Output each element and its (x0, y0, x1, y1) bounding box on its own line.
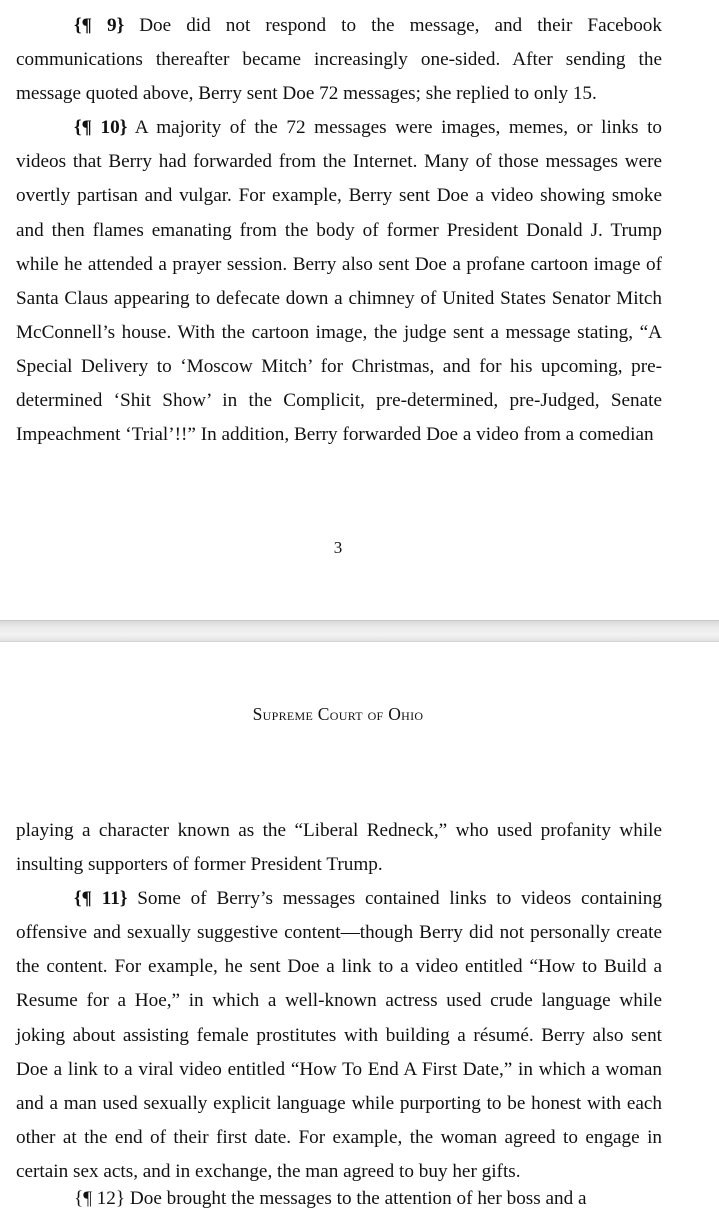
paragraph-text: A majority of the 72 messages were images, memes, or links to videos that Berry had forwarded from the Internet. Many of those messages were overtly partisan and vulgar. For example, Berry sent Doe a video showing smoke and then flames emanating from the body of former President Donald J. Trump while he attended a prayer session. Berry also sent Doe a profane cartoon image of Santa Claus appearing to defecate down a chimney of United States Senator Mitch McConnell’s house. With the cartoon image, the judge sent a message stating, “A Special Delivery to ‘Moscow Mitch’ for Christmas, and for his upcoming, pre-determined ‘Shit Show’ in the Complicit, pre-determined, pre-Judged, Senate Impeachment ‘Trial’!!” In addition, Berry forwarded Doe a video from a comedian (16, 117, 662, 446)
paragraph-number: {¶ 11} (74, 888, 128, 910)
paragraph-11 (16, 882, 662, 1189)
body-text-top (16, 9, 662, 452)
paragraph-text: Some of Berry’s messages contained links to videos containing offensive and sexually suggestive content—though Berry did not personally create the content. For example, he sent Doe a link to a video entitled “How to Build a Resume for a Hoe,” in which a well-known actress used crude language while joking about assisting female prostitutes with building a résumé. Berry also sent Doe a link to a viral video entitled “How To End A First Date,” in which a woman and a man used sexually explicit language while purporting to be honest with each other at the end of their first date. For example, the woman agreed to engage in certain sex acts, and in exchange, the man agreed to buy her gifts. (16, 888, 662, 1182)
paragraph-10 (16, 111, 662, 452)
document-page-4 (0, 642, 719, 1209)
body-text-bottom (16, 814, 662, 1189)
paragraph-number: {¶ 9} (74, 15, 125, 36)
page-divider (0, 620, 719, 642)
page-number: 3 (333, 538, 343, 557)
paragraph-continuation: playing a character known as the “Liberal Redneck,” who used profanity while insulting supporters of former President Trump. (16, 820, 662, 876)
paragraph-number: {¶ 10} (74, 117, 128, 139)
running-head: Supreme Court of Ohio (252, 704, 424, 724)
paragraph-12-partial: {¶ 12} Doe brought the messages to the attention of her boss and a (74, 1188, 587, 1209)
paragraph-text: Doe did not respond to the message, and their Facebook communications thereafter became increasingly one-sided. After sending the message quoted above, Berry sent Doe 72 messages; she replied to only 15. (16, 15, 662, 105)
paragraph-9 (16, 9, 662, 111)
